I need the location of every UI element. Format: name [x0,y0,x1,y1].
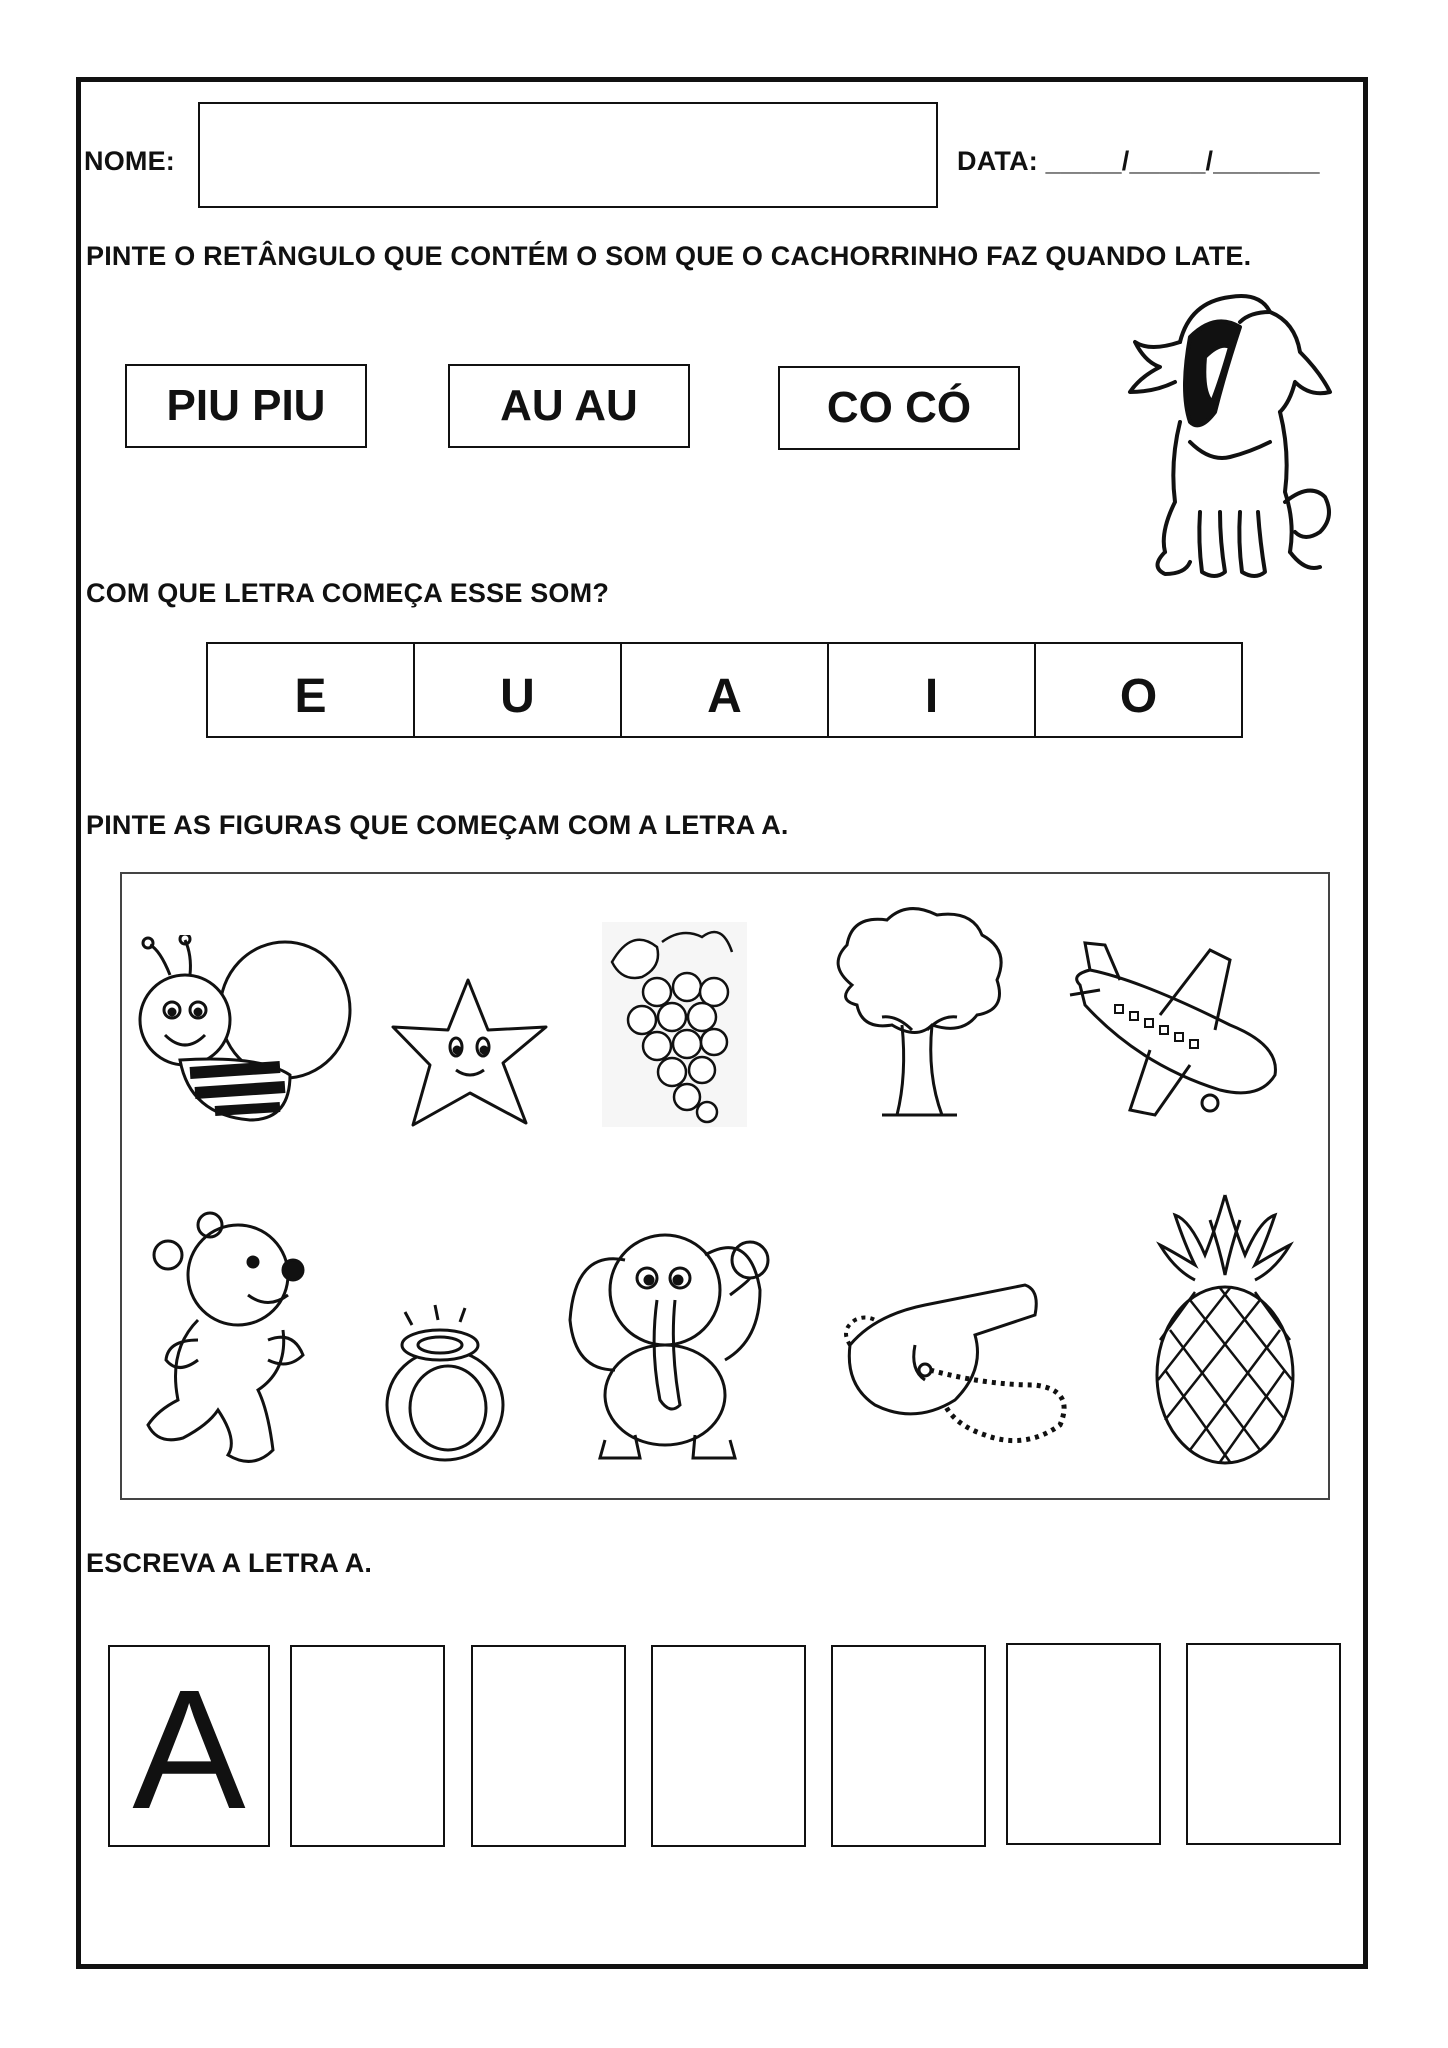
letter-option-i[interactable]: I [829,644,1036,736]
instruction-sound: PINTE O RETÂNGULO QUE CONTÉM O SOM QUE O CACHORRINHO FAZ QUANDO LATE. [86,241,1252,271]
ring-icon[interactable] [380,1300,515,1465]
option-piu-piu[interactable]: PIU PIU [125,364,367,448]
bear-icon[interactable] [138,1210,323,1470]
date-label: DATA: _____/_____/_______ [957,146,1320,176]
bee-icon[interactable] [130,935,355,1130]
option-co-co[interactable]: CO CÓ [778,366,1020,450]
tree-icon[interactable] [822,905,1012,1125]
writing-box-1[interactable] [290,1645,445,1847]
writing-box-model [108,1645,270,1847]
letter-option-e[interactable]: E [208,644,415,736]
star-icon[interactable] [388,975,553,1130]
instruction-write: ESCREVA A LETRA A. [86,1548,373,1578]
question-letter: COM QUE LETRA COMEÇA ESSE SOM? [86,578,610,608]
model-letter-a: A [132,1655,246,1845]
barking-dog-icon [1120,282,1340,592]
pineapple-icon[interactable] [1150,1190,1300,1465]
writing-box-2[interactable] [471,1645,626,1847]
letter-option-a[interactable]: A [622,644,829,736]
letter-options-row [206,642,1243,738]
instruction-figures: PINTE AS FIGURAS QUE COMEÇAM COM A LETRA A. [86,810,789,840]
writing-box-4[interactable] [831,1645,986,1847]
writing-box-3[interactable] [651,1645,806,1847]
writing-box-5[interactable] [1006,1643,1161,1845]
writing-box-6[interactable] [1186,1643,1341,1845]
whistle-icon[interactable] [835,1275,1080,1455]
name-label: NOME: [84,146,175,176]
grapes-icon[interactable] [602,922,747,1127]
letter-option-o[interactable]: O [1119,669,1158,723]
airplane-icon[interactable] [1060,935,1285,1125]
elephant-icon[interactable] [565,1200,780,1465]
option-au-au[interactable]: AU AU [448,364,690,448]
letter-option-u[interactable]: U [415,644,622,736]
name-field[interactable] [198,102,938,208]
